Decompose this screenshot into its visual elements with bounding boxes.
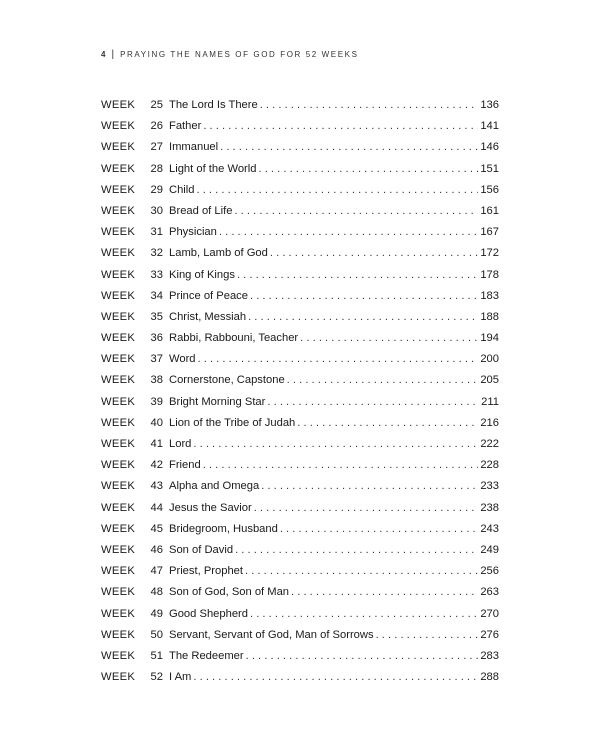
entry-page-number: 200 <box>480 353 499 366</box>
entry-page-number: 161 <box>480 204 499 217</box>
toc-entry <box>101 311 499 332</box>
entry-page-number: 263 <box>480 586 499 599</box>
dot-leader <box>193 671 478 683</box>
entry-page-number: 167 <box>480 226 499 239</box>
week-number: 26 <box>150 120 163 133</box>
entry-page-number: 211 <box>481 395 499 408</box>
entry-page-number: 270 <box>480 607 499 620</box>
dot-leader <box>376 629 479 641</box>
entry-page-number: 276 <box>480 628 499 641</box>
header-separator: | <box>111 48 115 60</box>
week-label: WEEK <box>101 565 136 578</box>
toc-entry <box>101 141 499 162</box>
dot-leader <box>245 565 478 577</box>
entry-title: Word <box>169 353 196 366</box>
toc-entry <box>101 459 499 480</box>
week-label: WEEK <box>101 628 136 641</box>
toc-entry <box>101 523 499 544</box>
toc-entry <box>101 226 499 247</box>
dot-leader <box>197 184 479 196</box>
week-number: 43 <box>150 480 163 493</box>
week-number: 52 <box>150 671 163 684</box>
entry-page-number: 183 <box>480 289 499 302</box>
entry-title: Son of David <box>169 543 234 556</box>
entry-page-number: 188 <box>480 310 499 323</box>
week-label: WEEK <box>101 671 136 684</box>
toc-entry <box>101 438 499 459</box>
week-label: WEEK <box>101 268 136 281</box>
dot-leader <box>235 544 478 556</box>
entry-page-number: 205 <box>480 374 499 387</box>
dot-leader <box>260 99 479 111</box>
week-label: WEEK <box>101 332 136 345</box>
entry-title: Jesus the Savior <box>169 501 252 514</box>
week-number: 37 <box>150 353 163 366</box>
toc-entry <box>101 99 499 120</box>
dot-leader <box>250 608 478 620</box>
entry-title: Lion of the Tribe of Judah <box>169 416 296 429</box>
toc-entry <box>101 120 499 141</box>
entry-page-number: 136 <box>480 99 499 111</box>
dot-leader <box>280 523 479 535</box>
week-number: 34 <box>150 289 163 302</box>
week-number: 36 <box>150 332 163 345</box>
entry-title: Bread of Life <box>169 204 233 217</box>
dot-leader <box>258 163 478 175</box>
entry-title: King of Kings <box>169 268 235 281</box>
toc-entry <box>101 480 499 501</box>
week-label: WEEK <box>101 99 136 111</box>
week-label: WEEK <box>101 586 136 599</box>
entry-title: Lamb, Lamb of God <box>169 247 268 260</box>
toc-entry <box>101 163 499 184</box>
dot-leader <box>291 586 478 598</box>
entry-title: Son of God, Son of Man <box>169 586 290 599</box>
dot-leader <box>261 480 478 492</box>
entry-title: Cornerstone, Capstone <box>169 374 285 387</box>
entry-page-number: 172 <box>480 247 499 260</box>
dot-leader <box>246 650 479 662</box>
week-label: WEEK <box>101 416 136 429</box>
toc-entry <box>101 247 499 268</box>
week-label: WEEK <box>101 459 136 472</box>
week-label: WEEK <box>101 141 136 154</box>
entry-title: Lord <box>169 438 192 450</box>
dot-leader <box>250 290 478 302</box>
toc-entry <box>101 502 499 523</box>
entry-title: The Redeemer <box>169 649 244 662</box>
entry-title: Servant, Servant of God, Man of Sorrows <box>169 628 374 641</box>
entry-page-number: 288 <box>480 671 499 684</box>
entry-title: Christ, Messiah <box>169 310 247 323</box>
entry-page-number: 178 <box>480 268 499 281</box>
week-number: 35 <box>150 310 163 323</box>
table-of-contents <box>101 99 499 692</box>
entry-page-number: 238 <box>480 501 499 514</box>
toc-entry <box>101 290 499 311</box>
week-number: 30 <box>150 204 163 217</box>
week-label: WEEK <box>101 310 136 323</box>
dot-leader <box>203 459 479 471</box>
week-number: 50 <box>150 628 163 641</box>
week-label: WEEK <box>101 353 136 366</box>
week-label: WEEK <box>101 247 136 260</box>
entry-title: Bridegroom, Husband <box>169 522 278 535</box>
toc-entry <box>101 269 499 290</box>
week-label: WEEK <box>101 438 136 450</box>
entry-page-number: 283 <box>480 649 499 662</box>
week-label: WEEK <box>101 501 136 514</box>
week-label: WEEK <box>101 226 136 239</box>
week-label: WEEK <box>101 607 136 620</box>
running-header <box>101 50 359 59</box>
entry-title: Physician <box>169 226 217 239</box>
entry-page-number: 151 <box>480 162 499 175</box>
dot-leader <box>287 374 479 386</box>
week-label: WEEK <box>101 289 136 302</box>
week-label: WEEK <box>101 183 136 196</box>
dot-leader <box>248 311 478 323</box>
entry-page-number: 146 <box>480 141 499 154</box>
toc-entry <box>101 565 499 586</box>
dot-leader <box>237 269 478 281</box>
toc-entry <box>101 332 499 353</box>
dot-leader <box>254 502 479 514</box>
week-label: WEEK <box>101 374 136 387</box>
week-number: 31 <box>150 226 163 239</box>
week-number: 51 <box>150 649 163 662</box>
week-label: WEEK <box>101 649 136 662</box>
week-label: WEEK <box>101 162 136 175</box>
week-label: WEEK <box>101 522 136 535</box>
toc-entry <box>101 205 499 226</box>
dot-leader <box>220 141 478 153</box>
week-label: WEEK <box>101 543 136 556</box>
week-number: 25 <box>150 99 163 111</box>
week-label: WEEK <box>101 480 136 493</box>
toc-entry <box>101 417 499 438</box>
entry-title: Rabbi, Rabbouni, Teacher <box>169 332 299 345</box>
entry-page-number: 222 <box>480 438 499 450</box>
dot-leader <box>300 332 478 344</box>
page-number: 4 <box>101 50 106 59</box>
week-number: 29 <box>150 183 163 196</box>
week-number: 48 <box>150 586 163 599</box>
week-label: WEEK <box>101 395 136 408</box>
toc-entry <box>101 374 499 395</box>
dot-leader <box>198 353 479 365</box>
entry-title: Prince of Peace <box>169 289 248 302</box>
toc-entry <box>101 650 499 671</box>
entry-title: Alpha and Omega <box>169 480 260 493</box>
entry-title: Child <box>169 183 195 196</box>
toc-entry <box>101 184 499 205</box>
week-number: 32 <box>150 247 163 260</box>
dot-leader <box>234 205 478 217</box>
entry-title: Bright Morning Star <box>169 395 266 408</box>
week-number: 27 <box>150 141 163 154</box>
toc-entry <box>101 629 499 650</box>
toc-entry <box>101 353 499 374</box>
week-number: 49 <box>150 607 163 620</box>
entry-title: Light of the World <box>169 162 257 175</box>
toc-entry <box>101 608 499 629</box>
toc-entry <box>101 671 499 692</box>
entry-page-number: 243 <box>480 522 499 535</box>
dot-leader <box>203 120 478 132</box>
week-number: 47 <box>150 565 163 578</box>
week-number: 42 <box>150 459 163 472</box>
week-number: 41 <box>150 438 163 450</box>
entry-page-number: 156 <box>480 183 499 196</box>
week-label: WEEK <box>101 204 136 217</box>
week-number: 38 <box>150 374 163 387</box>
week-number: 39 <box>150 395 163 408</box>
toc-entry <box>101 396 499 417</box>
dot-leader <box>267 396 479 408</box>
dot-leader <box>297 417 478 429</box>
week-number: 40 <box>150 416 163 429</box>
entry-page-number: 256 <box>480 565 499 578</box>
entry-page-number: 216 <box>480 416 499 429</box>
week-label: WEEK <box>101 120 136 133</box>
toc-entry <box>101 586 499 607</box>
entry-title: I Am <box>169 671 192 684</box>
week-number: 33 <box>150 268 163 281</box>
entry-page-number: 141 <box>480 120 499 133</box>
dot-leader <box>270 247 478 259</box>
dot-leader <box>193 438 478 450</box>
entry-title: Father <box>169 120 202 133</box>
entry-page-number: 194 <box>480 332 499 345</box>
toc-entry <box>101 544 499 565</box>
week-number: 45 <box>150 522 163 535</box>
entry-title: Good Shepherd <box>169 607 248 620</box>
entry-page-number: 228 <box>480 459 499 472</box>
entry-title: The Lord Is There <box>169 99 258 111</box>
week-number: 46 <box>150 543 163 556</box>
book-title: PRAYING THE NAMES OF GOD FOR 52 WEEKS <box>120 50 359 59</box>
entry-page-number: 233 <box>480 480 499 493</box>
dot-leader <box>219 226 478 238</box>
week-number: 28 <box>150 162 163 175</box>
entry-page-number: 249 <box>480 543 499 556</box>
entry-title: Immanuel <box>169 141 219 154</box>
week-number: 44 <box>150 501 163 514</box>
entry-title: Priest, Prophet <box>169 565 243 578</box>
entry-title: Friend <box>169 459 201 472</box>
